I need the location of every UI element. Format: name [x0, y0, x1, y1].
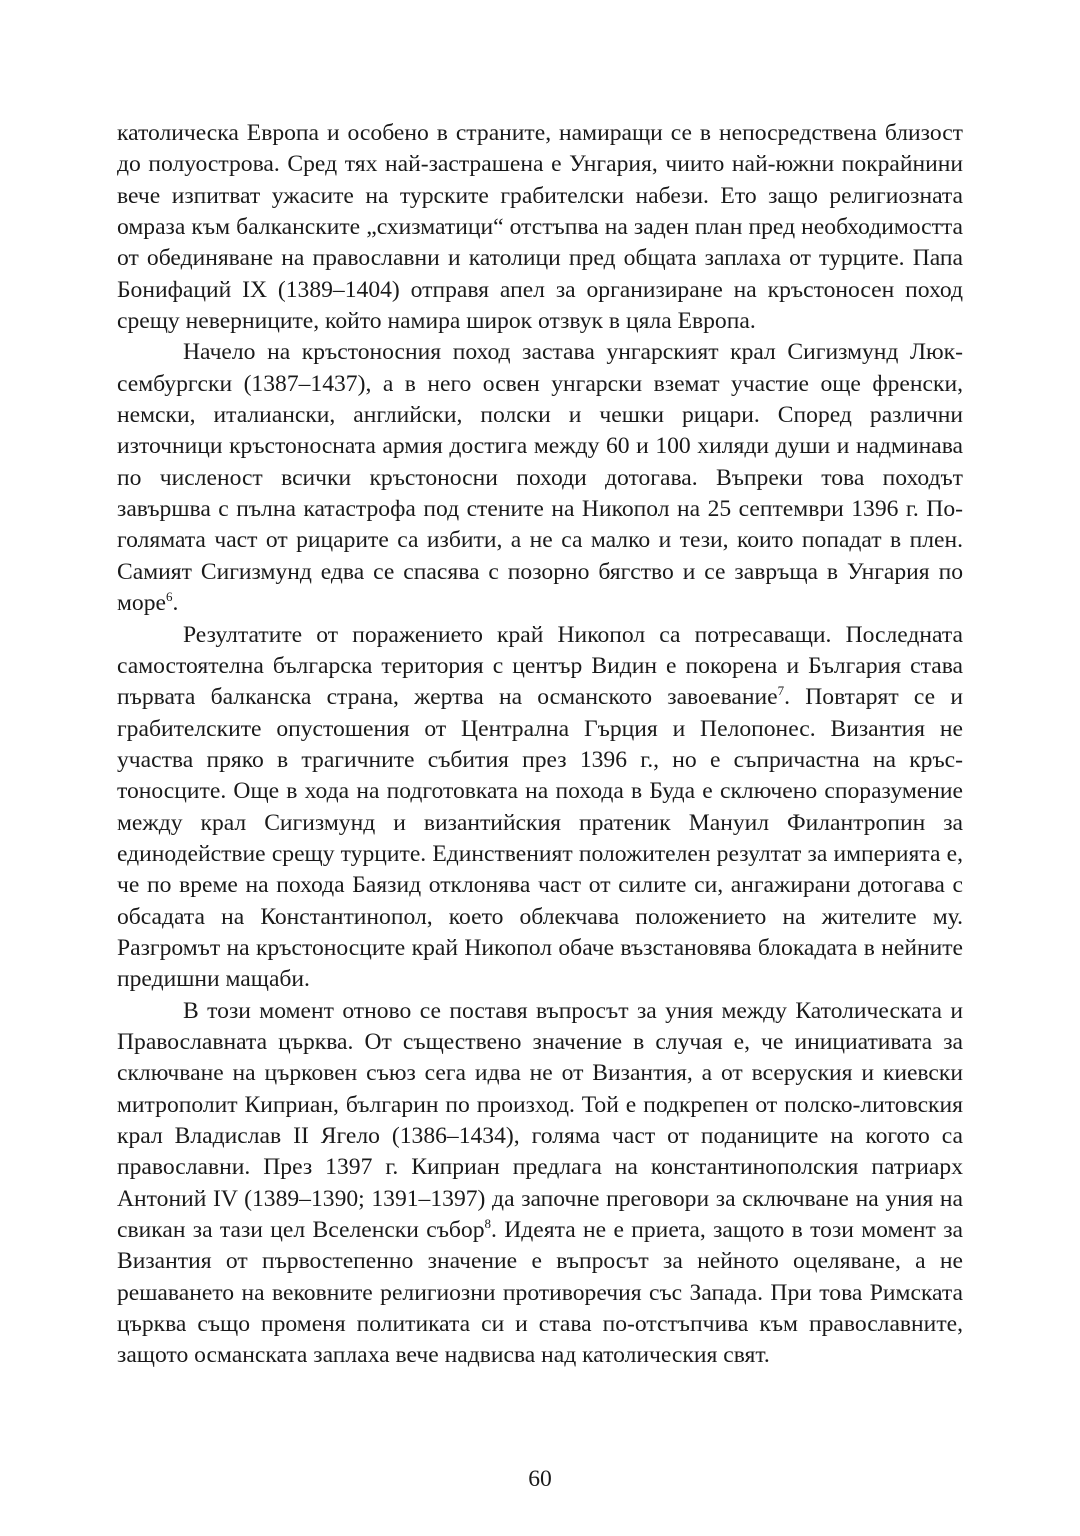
page-number: 60	[528, 1466, 552, 1492]
footnote-ref-6[interactable]: 6	[166, 589, 173, 605]
paragraph-3-tail: . Повтарят се и грабителските опустошения от Централна Гърция и Пелопонес. Византия не участва пряко в трагичните събития през 1396 г., но е съпричастна на кръстоносците. Още в хода на подготовката на похода в Буда е сключено споразумение между крал Сигизмунд и византийския пратеник Мануил Филантропин за единодействие срещу турците. Единственият положителен резултат за империята е, че по време на похода Баязид отклонява част от силите си, ангажирани дотогава с обсадата на Константинопол, което облекчава положението на жителите му. Разгромът на кръстоносците край Никопол обаче възстановява блокадата в нейните предишни мащаби.	[117, 684, 963, 993]
page-body	[117, 118, 963, 1372]
paragraph-2-text: Начело на кръстоносния поход застава унгарският крал Сигизмунд Люксембургски (1387–1437), а в него освен унгарски вземат участие още френски, немски, италиански, английски, полски и чешки рицари. Според различни източници кръстоносната армия достига между 60 и 100 хиляди души и надминава по численост всички кръстоносни походи дотогава. Въпреки това походът завършва с пълна катастрофа под стените на Никопол на 25 септември 1396 г. По-голямата част от рицарите са избити, а не са малко и тези, които попадат в плен. Самият Сигизмунд едва се спасява с позорно бягство и се завръща в Унгария по море	[117, 339, 963, 617]
paragraph-3	[117, 620, 963, 996]
paragraph-4-text: В този момент отново се поставя въпросът за уния между Католическата и Православната църква. От съществено значение в случая е, че инициативата за сключване на църковен съюз сега идва не от Византия, а от всеруския и киевски митрополит Киприан, българин по произход. Той е подкрепен от полско-литовския крал Владислав II Ягело (1386–1434), голяма част от поданиците на когото са православни. През 1397 г. Киприан предлага на константинополския патриарх Антоний IV (1389–1390; 1391–1397) да започне преговори за сключване на уния на свикан за тази цел Вселенски събор	[117, 997, 963, 1244]
paragraph-1-text: католическа Европа и особено в страните, намиращи се в непосредствена близост до полуострова. Сред тях най-застрашена е Унгария, чиито най-южни покрайнини вече изпитват ужасите на турските грабителски набези. Ето защо религиозната омраза към балканските „схизматици“ отстъпва на заден план пред необходимостта от обединяване на православни и католици пред общата заплаха от турците. Папа Бонифаций IX (1389–1404) отправя апел за организиране на кръстоносен поход срещу неверниците, който намира широк отзвук в цяла Европа.	[117, 120, 963, 335]
paragraph-2-tail: .	[172, 590, 179, 617]
paragraph-3-text: Резултатите от поражението край Никопол са потресаващи. Последната самостоятелна българска територия с център Видин е покорена и България става първата балканска страна, жертва на османското завоевание	[117, 621, 963, 711]
footnote-ref-8[interactable]: 8	[484, 1216, 491, 1232]
paragraph-1	[117, 118, 963, 337]
paragraph-4	[117, 996, 963, 1372]
paragraph-2	[117, 337, 963, 619]
footnote-ref-7[interactable]: 7	[777, 683, 785, 699]
paragraph-4-tail: . Идеята не е приета, защото в този момент за Византия от първостепенно значение е въпросът за нейното оцеляване, а не решаването на вековните религиозни противоречия със Запада. При това Римската църква също променя политиката си и става по-отстъпчива към православните, защото османската заплаха вече надвисва над католическия свят.	[117, 1217, 963, 1369]
